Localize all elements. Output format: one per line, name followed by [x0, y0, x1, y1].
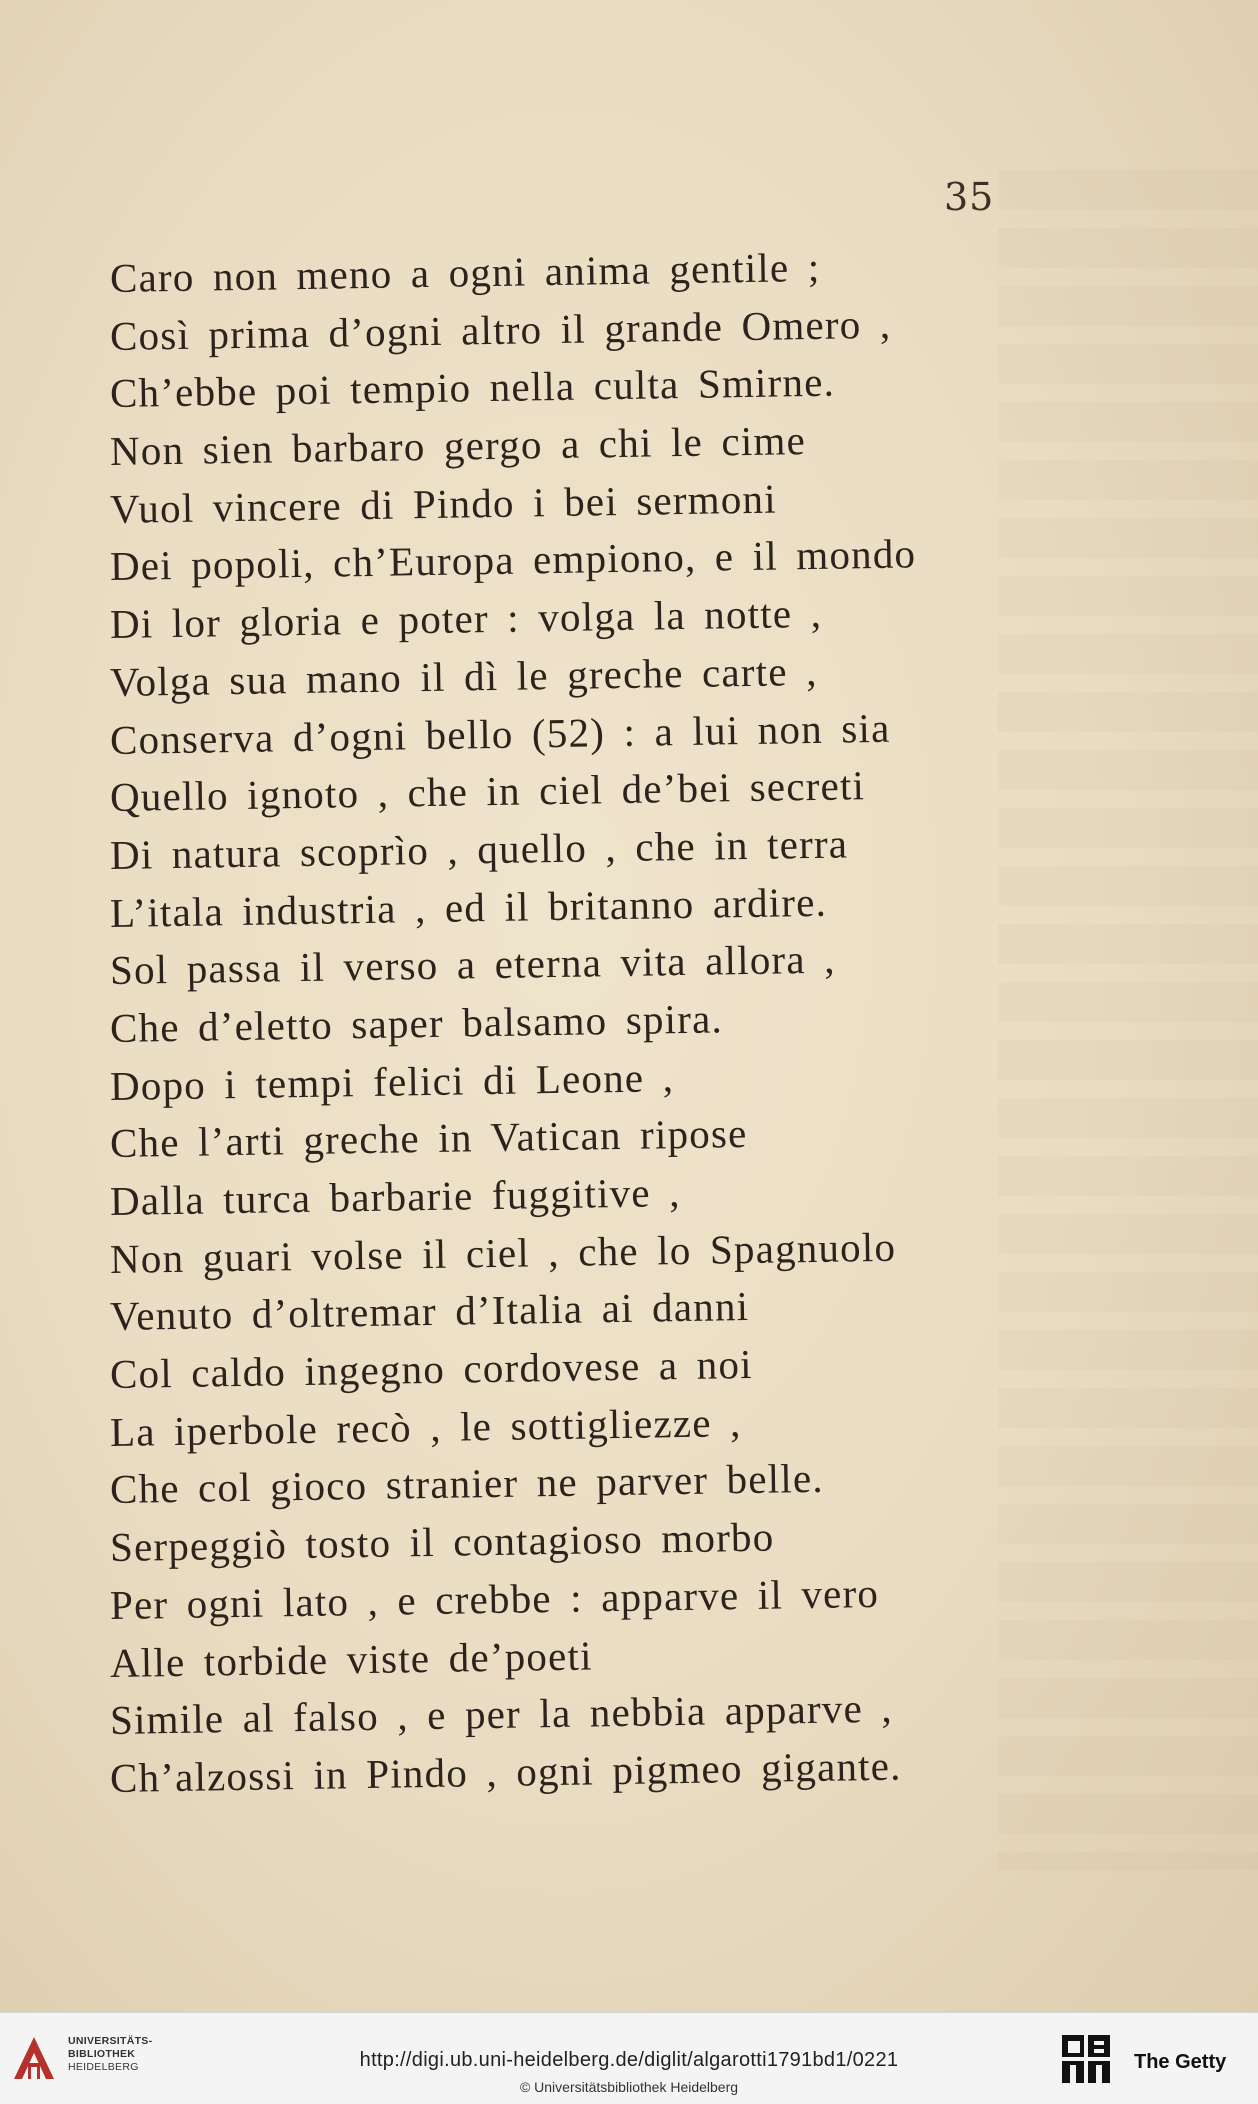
verse-line: L’itala industria , ed il britanno ardire.: [109, 878, 828, 936]
verse-line: Quello ignoto , che in ciel de’bei secreti: [109, 762, 866, 821]
verse-line: Ch’alzossi in Pindo , ogni pigmeo gigante.: [109, 1742, 902, 1801]
library-name-line: BIBLIOTHEK: [68, 2048, 136, 2060]
verse-line: Di lor gloria e poter : volga la notte ,: [109, 589, 823, 648]
verse-line: Col caldo ingegno cordovese a noi: [109, 1340, 754, 1398]
verse-line: Conserva d’ogni bello (52) : a lui non sia: [109, 704, 891, 763]
verse-line: La iperbole recò , le sottigliezze ,: [109, 1398, 742, 1455]
verse-line: Dalla turca barbarie fuggitive ,: [109, 1169, 681, 1224]
verse-line: Così prima d’ogni altro il grande Omero ,: [109, 300, 892, 359]
verse-line: Dei popoli, ch’Europa empiono, e il mondo: [109, 530, 917, 590]
library-name-line: UNIVERSITÄTS-: [68, 2035, 153, 2047]
verse-line: Vuol vincere di Pindo i bei sermoni: [109, 475, 778, 532]
library-name-line: HEIDELBERG: [68, 2061, 139, 2073]
page-number: 35: [944, 175, 995, 219]
verse-line: Serpeggiò tosto il contagioso morbo: [109, 1513, 775, 1571]
verse-line: Caro non meno a ogni anima gentile ;: [109, 243, 821, 301]
verse-line: Di natura scoprìo , quello , che in terra: [109, 820, 849, 878]
verse-line: Sol passa il verso a eterna vita allora ,: [109, 935, 836, 994]
verse-line: Simile al falso , e per la nebbia apparve ,: [109, 1684, 894, 1744]
verse-line: Che col gioco stranier ne parver belle.: [109, 1455, 825, 1513]
verse-line: Volga sua mano il dì le greche carte ,: [109, 647, 818, 705]
verse-text: [109, 243, 1050, 1808]
copyright-notice: © Universitätsbibliothek Heidelberg: [519, 2079, 739, 2095]
verse-line: Dopo i tempi felici di Leone ,: [109, 1053, 675, 1109]
verse-line: Alle torbide viste de’poeti: [109, 1631, 593, 1686]
verse-line: Ch’ebbe poi tempio nella culta Smirne.: [109, 358, 836, 417]
verse-line: Non guari volse il ciel , che lo Spagnuolo: [109, 1223, 897, 1282]
verse-line: Non sien barbaro gergo a chi le cime: [109, 417, 807, 475]
verse-line: Venuto d’oltremar d’Italia ai danni: [109, 1283, 750, 1340]
getty-label: The Getty: [1134, 2051, 1227, 2073]
verse-line: Che l’arti greche in Vatican ripose: [109, 1110, 748, 1167]
viewer-footer: [0, 2012, 1258, 2104]
getty-logo-icon[interactable]: [1060, 2033, 1112, 2087]
page-url-link[interactable]: http://digi.ub.uni-heidelberg.de/diglit/algarotti1791bd1/0221: [359, 2049, 899, 2071]
verse-line: Che d’eletto saper balsamo spira.: [109, 995, 724, 1051]
verse-line: Per ogni lato , e crebbe : apparve il vero: [109, 1569, 880, 1628]
